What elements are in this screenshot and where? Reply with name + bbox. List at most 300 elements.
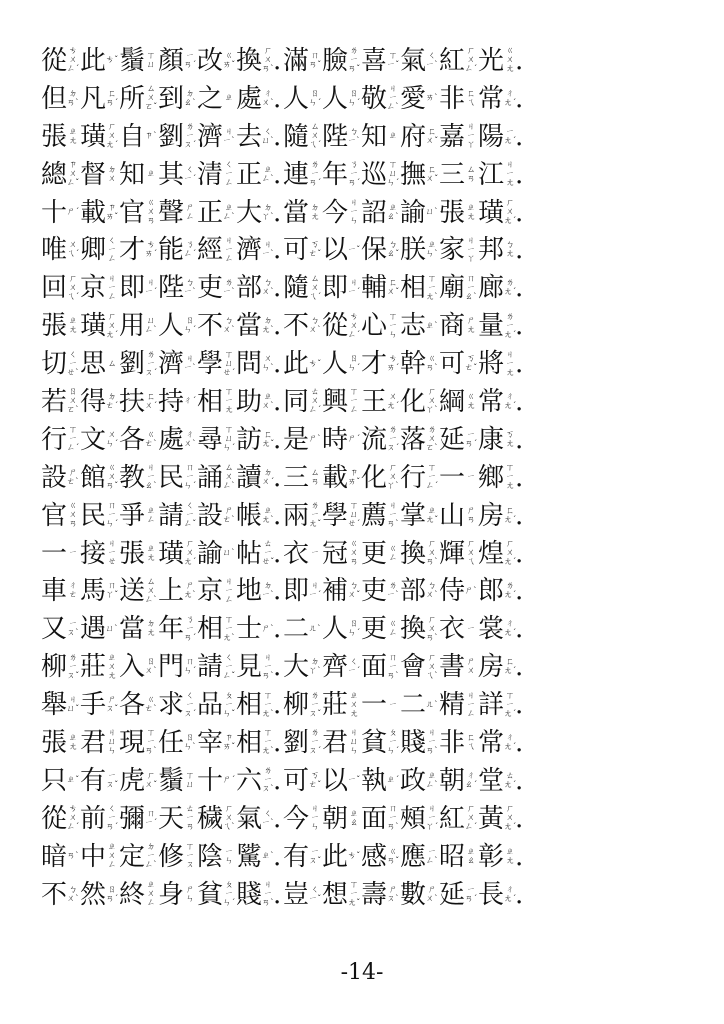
zhuyin-annotation: ㄐ ㄧˊ bbox=[347, 278, 361, 298]
hanzi-character: 大 bbox=[282, 652, 309, 683]
hanzi-character: 得 bbox=[79, 386, 106, 417]
verse-line bbox=[40, 838, 690, 876]
period-mark: . bbox=[515, 235, 524, 266]
period-mark: . bbox=[515, 424, 524, 455]
hanzi-character: 量 bbox=[477, 311, 504, 342]
hanzi-character: 從 bbox=[321, 311, 348, 342]
character-with-zhuyin bbox=[235, 501, 273, 531]
hanzi-character: 裳 bbox=[477, 614, 504, 645]
hanzi-character: 聲 bbox=[157, 197, 184, 228]
character-with-zhuyin bbox=[360, 46, 398, 76]
hanzi-character: 昭 bbox=[438, 841, 465, 872]
zhuyin-annotation: ㄖ ㄣˊ bbox=[347, 619, 361, 639]
hanzi-character: 面 bbox=[360, 652, 387, 683]
hanzi-character: 馬 bbox=[79, 576, 106, 607]
hanzi-character: 年 bbox=[157, 614, 184, 645]
character-with-zhuyin bbox=[196, 46, 234, 76]
zhuyin-annotation: ㄓ ㄨ ㄥ bbox=[107, 842, 117, 871]
zhuyin-annotation: ㄐ ㄧˋ bbox=[261, 240, 275, 260]
character-with-zhuyin bbox=[79, 842, 117, 872]
verse-line bbox=[40, 535, 690, 573]
zhuyin-annotation: ㄏ ㄨ ㄤˊ bbox=[105, 122, 119, 151]
zhuyin-annotation: ㄉ ㄚˋ bbox=[308, 657, 322, 677]
zhuyin-annotation: ㄩˋ bbox=[222, 548, 236, 559]
character-with-zhuyin bbox=[321, 84, 359, 114]
hanzi-character: 是 bbox=[282, 424, 309, 455]
character-with-zhuyin bbox=[477, 387, 515, 417]
character-with-zhuyin bbox=[196, 122, 234, 152]
hanzi-character: 換 bbox=[399, 614, 426, 645]
zhuyin-annotation: ㄌ ㄧ ㄡˇ bbox=[66, 652, 80, 681]
hanzi-character: 隨 bbox=[282, 121, 309, 152]
hanzi-character: 現 bbox=[118, 727, 145, 758]
zhuyin-annotation: ㄐ ㄧ ㄥ bbox=[107, 273, 117, 302]
verse-line bbox=[40, 686, 690, 724]
period-mark: . bbox=[273, 765, 282, 796]
zhuyin-annotation: ㄓˋ bbox=[425, 320, 439, 331]
period-mark: . bbox=[515, 841, 524, 872]
hanzi-character: 館 bbox=[79, 462, 106, 493]
character-with-zhuyin bbox=[235, 463, 273, 493]
hanzi-character: 訪 bbox=[235, 424, 262, 455]
zhuyin-annotation: ㄕ ㄨ bbox=[466, 657, 476, 677]
period-mark: . bbox=[273, 652, 282, 683]
character-with-zhuyin bbox=[438, 160, 476, 190]
hanzi-character: 帳 bbox=[235, 500, 262, 531]
zhuyin-annotation: ㄍ ㄨ ㄤ bbox=[505, 46, 515, 75]
character-with-zhuyin bbox=[235, 84, 273, 114]
zhuyin-annotation: ㄎ ㄜˇ bbox=[308, 240, 322, 260]
zhuyin-annotation: ㄙ ㄨ ㄟˊ bbox=[308, 122, 322, 151]
hanzi-character: 民 bbox=[79, 500, 106, 531]
character-with-zhuyin bbox=[399, 387, 437, 417]
hanzi-character: 督 bbox=[79, 159, 106, 190]
zhuyin-annotation: ㄅ ㄨˋ bbox=[261, 278, 275, 298]
character-with-zhuyin bbox=[360, 160, 398, 190]
hanzi-character: 又 bbox=[40, 614, 67, 645]
hanzi-character: 兩 bbox=[282, 500, 309, 531]
character-with-zhuyin bbox=[157, 198, 195, 228]
hanzi-character: 之 bbox=[196, 83, 223, 114]
zhuyin-annotation: ㄏ ㄨ ㄢˋ bbox=[261, 46, 275, 75]
hanzi-character: 去 bbox=[235, 121, 262, 152]
hanzi-character: 今 bbox=[321, 197, 348, 228]
character-with-zhuyin bbox=[360, 122, 398, 152]
hanzi-character: 然 bbox=[79, 879, 106, 910]
hanzi-character: 康 bbox=[477, 424, 504, 455]
character-with-zhuyin bbox=[118, 576, 156, 606]
zhuyin-annotation: ㄍ ㄨ ㄢˇ bbox=[105, 463, 119, 492]
zhuyin-annotation: ㄓ ㄨ ㄤ bbox=[349, 690, 359, 719]
zhuyin-annotation: ㄧ bbox=[388, 699, 398, 710]
character-with-zhuyin bbox=[399, 501, 437, 531]
zhuyin-annotation: ㄉ ㄢˋ bbox=[66, 88, 80, 108]
hanzi-character: 陽 bbox=[477, 121, 504, 152]
hanzi-character: 助 bbox=[235, 386, 262, 417]
character-with-zhuyin bbox=[282, 425, 320, 455]
character-with-zhuyin bbox=[79, 198, 117, 228]
zhuyin-annotation: ㄖ ㄣˊ bbox=[347, 88, 361, 108]
zhuyin-annotation: ㄒ ㄧ ㄤˋ bbox=[261, 728, 275, 757]
period-mark: . bbox=[273, 538, 282, 569]
hanzi-character: 冠 bbox=[321, 538, 348, 569]
zhuyin-annotation: ㄏ ㄨ ㄚˋ bbox=[386, 463, 400, 492]
character-with-zhuyin bbox=[282, 311, 320, 341]
zhuyin-annotation: ㄒ ㄧ ㄤˋ bbox=[425, 273, 439, 302]
period-mark: . bbox=[515, 159, 524, 190]
character-with-zhuyin bbox=[399, 614, 437, 644]
character-with-zhuyin bbox=[40, 122, 78, 152]
character-with-zhuyin bbox=[157, 311, 195, 341]
zhuyin-annotation: ㄒ ㄧ ㄥ bbox=[349, 387, 359, 416]
hanzi-character: 彌 bbox=[118, 803, 145, 834]
zhuyin-annotation: ㄓ ㄥˋ bbox=[222, 202, 236, 222]
hanzi-character: 定 bbox=[118, 841, 145, 872]
hanzi-character: 陛 bbox=[321, 121, 348, 152]
zhuyin-annotation: ㄘ ㄞˊ bbox=[386, 354, 400, 374]
period-mark: . bbox=[273, 576, 282, 607]
character-with-zhuyin bbox=[321, 311, 359, 341]
character-with-zhuyin bbox=[321, 160, 359, 190]
character-with-zhuyin bbox=[118, 84, 156, 114]
character-with-zhuyin bbox=[438, 311, 476, 341]
zhuyin-annotation: ㄐ ㄧˊ bbox=[144, 278, 158, 298]
period-mark: . bbox=[273, 690, 282, 721]
hanzi-character: 房 bbox=[477, 652, 504, 683]
character-with-zhuyin bbox=[282, 84, 320, 114]
character-with-zhuyin bbox=[321, 122, 359, 152]
character-with-zhuyin bbox=[477, 46, 515, 76]
hanzi-character: 宰 bbox=[196, 727, 223, 758]
hanzi-character: 愛 bbox=[399, 83, 426, 114]
character-with-zhuyin bbox=[40, 425, 78, 455]
character-with-zhuyin bbox=[360, 766, 398, 796]
character-with-zhuyin bbox=[118, 349, 156, 379]
hanzi-character: 諭 bbox=[399, 197, 426, 228]
character-with-zhuyin bbox=[399, 198, 437, 228]
zhuyin-annotation: ㄒ ㄧ ㄥˊ bbox=[425, 463, 439, 492]
hanzi-character: 知 bbox=[118, 159, 145, 190]
hanzi-character: 京 bbox=[79, 273, 106, 304]
hanzi-character: 常 bbox=[477, 83, 504, 114]
zhuyin-annotation: ㄌ ㄧˋ bbox=[386, 581, 400, 601]
zhuyin-annotation: ㄐ ㄧ ㄤ bbox=[505, 349, 515, 378]
zhuyin-annotation: ㄉ ㄤ bbox=[146, 619, 156, 639]
hanzi-character: 此 bbox=[79, 45, 106, 76]
character-with-zhuyin bbox=[79, 235, 117, 265]
character-with-zhuyin bbox=[477, 880, 515, 910]
hanzi-character: 才 bbox=[118, 235, 145, 266]
character-with-zhuyin bbox=[282, 46, 320, 76]
period-mark: . bbox=[273, 273, 282, 304]
zhuyin-annotation: ㄌ ㄧ ㄡˊ bbox=[308, 728, 322, 757]
zhuyin-annotation: ㄏ ㄨ ㄤˊ bbox=[105, 311, 119, 340]
zhuyin-annotation: ㄑ ㄧˋ bbox=[261, 808, 275, 828]
character-with-zhuyin bbox=[321, 614, 359, 644]
zhuyin-annotation: ㄐ ㄧ ㄥ bbox=[466, 690, 476, 719]
zhuyin-annotation: ㄐ ㄧ ㄚ bbox=[466, 122, 476, 151]
zhuyin-annotation: ㄓ ㄥˋ bbox=[425, 770, 439, 790]
hanzi-character: 房 bbox=[477, 500, 504, 531]
zhuyin-annotation: ㄏ ㄨ ㄢˋ bbox=[425, 539, 439, 568]
hanzi-character: 綱 bbox=[438, 386, 465, 417]
zhuyin-annotation: ㄕ ㄤ bbox=[466, 316, 476, 336]
zhuyin-annotation: ㄈ ㄤˇ bbox=[261, 429, 275, 449]
zhuyin-annotation: ㄔ ㄤˊ bbox=[503, 732, 517, 752]
hanzi-character: 賤 bbox=[399, 727, 426, 758]
character-with-zhuyin bbox=[438, 122, 476, 152]
zhuyin-annotation: ㄏ ㄨ ㄢˋ bbox=[425, 614, 439, 643]
period-mark: . bbox=[515, 652, 524, 683]
zhuyin-annotation: ㄘ ㄞˊ bbox=[144, 240, 158, 260]
zhuyin-annotation: ㄈ ㄨˇ bbox=[425, 164, 439, 184]
hanzi-character: 年 bbox=[321, 159, 348, 190]
zhuyin-annotation: ㄉ ㄧˋ bbox=[261, 581, 275, 601]
character-with-zhuyin bbox=[360, 387, 398, 417]
zhuyin-annotation: ㄘˇ bbox=[308, 358, 322, 369]
hanzi-character: 以 bbox=[321, 235, 348, 266]
period-mark: . bbox=[273, 121, 282, 152]
zhuyin-annotation: ㄙ ㄢ bbox=[310, 467, 320, 487]
zhuyin-annotation: ㄙ ㄨ ㄥˋ bbox=[144, 576, 158, 605]
hanzi-character: 連 bbox=[282, 159, 309, 190]
character-with-zhuyin bbox=[79, 425, 117, 455]
zhuyin-annotation: ㄕˊ bbox=[222, 775, 236, 786]
character-with-zhuyin bbox=[79, 880, 117, 910]
character-with-zhuyin bbox=[157, 690, 195, 720]
zhuyin-annotation: ㄐ ㄧ ㄢˋ bbox=[261, 880, 275, 909]
character-with-zhuyin bbox=[196, 804, 234, 834]
zhuyin-annotation: ㄖ ㄨˋ bbox=[144, 657, 158, 677]
hanzi-character: 清 bbox=[196, 159, 223, 190]
hanzi-character: 家 bbox=[438, 235, 465, 266]
character-with-zhuyin bbox=[79, 804, 117, 834]
character-with-zhuyin bbox=[196, 501, 234, 531]
character-with-zhuyin bbox=[196, 349, 234, 379]
hanzi-character: 詔 bbox=[360, 197, 387, 228]
character-with-zhuyin bbox=[118, 160, 156, 190]
zhuyin-annotation: ㄒ ㄧ ㄤ bbox=[224, 387, 234, 416]
character-with-zhuyin bbox=[157, 160, 195, 190]
zhuyin-annotation: ㄒ ㄧ ㄤˋ bbox=[261, 690, 275, 719]
character-with-zhuyin bbox=[321, 501, 359, 531]
zhuyin-annotation: ㄊ ㄨ ㄥˊ bbox=[308, 387, 322, 416]
zhuyin-annotation: ㄌ ㄧ ㄡˊ bbox=[183, 122, 197, 151]
verse-line bbox=[40, 572, 690, 610]
hanzi-character: 人 bbox=[282, 83, 309, 114]
character-with-zhuyin bbox=[157, 804, 195, 834]
zhuyin-annotation: ㄓ bbox=[224, 93, 234, 104]
hanzi-character: 爭 bbox=[118, 500, 145, 531]
hanzi-character: 時 bbox=[321, 424, 348, 455]
period-mark: . bbox=[273, 614, 282, 645]
character-with-zhuyin bbox=[118, 614, 156, 644]
character-with-zhuyin bbox=[321, 766, 359, 796]
character-with-zhuyin bbox=[40, 84, 78, 114]
hanzi-character: 思 bbox=[79, 349, 106, 380]
character-with-zhuyin bbox=[118, 235, 156, 265]
hanzi-character: 詳 bbox=[477, 690, 504, 721]
zhuyin-annotation: ㄒ ㄧ ㄤˇ bbox=[347, 880, 361, 909]
character-with-zhuyin bbox=[282, 122, 320, 152]
zhuyin-annotation: ㄉ ㄚˋ bbox=[261, 202, 275, 222]
hanzi-character: 壽 bbox=[360, 879, 387, 910]
hanzi-character: 郎 bbox=[477, 576, 504, 607]
character-with-zhuyin bbox=[157, 652, 195, 682]
hanzi-character: 朝 bbox=[438, 765, 465, 796]
zhuyin-annotation: ㄇ ㄧ ㄠˋ bbox=[464, 273, 478, 302]
zhuyin-annotation: ㄈ ㄟ bbox=[466, 732, 476, 752]
hanzi-character: 劉 bbox=[157, 121, 184, 152]
hanzi-character: 帖 bbox=[235, 538, 262, 569]
zhuyin-annotation: ㄎ ㄜˇ bbox=[464, 354, 478, 374]
hanzi-character: 幹 bbox=[399, 349, 426, 380]
character-with-zhuyin bbox=[79, 652, 117, 682]
character-with-zhuyin bbox=[399, 880, 437, 910]
zhuyin-annotation: ㄋ ㄥˊ bbox=[183, 240, 197, 260]
zhuyin-annotation: ㄙ ㄨ ㄥˋ bbox=[222, 463, 236, 492]
character-with-zhuyin bbox=[477, 273, 515, 303]
character-with-zhuyin bbox=[235, 311, 273, 341]
character-with-zhuyin bbox=[399, 425, 437, 455]
hanzi-character: 輔 bbox=[360, 273, 387, 304]
hanzi-character: 處 bbox=[235, 83, 262, 114]
character-with-zhuyin bbox=[40, 273, 78, 303]
character-with-zhuyin bbox=[157, 766, 195, 796]
hanzi-character: 人 bbox=[321, 83, 348, 114]
zhuyin-annotation: ㄘ ㄨ ㄥˊ bbox=[347, 311, 361, 340]
hanzi-character: 舉 bbox=[40, 690, 67, 721]
zhuyin-annotation: ㄏ ㄨ ㄥˊ bbox=[464, 46, 478, 75]
verse-line bbox=[40, 345, 690, 383]
zhuyin-annotation: ㄌ ㄧ ㄤˊ bbox=[503, 311, 517, 340]
character-with-zhuyin bbox=[438, 652, 476, 682]
hanzi-character: 正 bbox=[235, 159, 262, 190]
zhuyin-annotation: ㄖ ㄢˊ bbox=[105, 884, 119, 904]
zhuyin-annotation: ㄌ ㄨ ㄛˋ bbox=[425, 425, 439, 454]
zhuyin-annotation: ㄈ ㄤˊ bbox=[503, 657, 517, 677]
hanzi-character: 流 bbox=[360, 424, 387, 455]
hanzi-character: 黃 bbox=[477, 803, 504, 834]
hanzi-character: 才 bbox=[360, 349, 387, 380]
zhuyin-annotation: ㄍ ㄢˋ bbox=[425, 354, 439, 374]
character-with-zhuyin bbox=[321, 463, 359, 493]
hanzi-character: 換 bbox=[235, 45, 262, 76]
verse-line bbox=[40, 231, 690, 269]
hanzi-character: 有 bbox=[79, 765, 106, 796]
zhuyin-annotation: ㄒ ㄩ ㄣˊ bbox=[386, 160, 400, 189]
hanzi-character: 陛 bbox=[157, 273, 184, 304]
character-with-zhuyin bbox=[282, 804, 320, 834]
zhuyin-annotation: ㄇ ㄧ ㄣˊ bbox=[183, 463, 197, 492]
zhuyin-annotation: ㄐ ㄧˋ bbox=[183, 354, 197, 374]
character-with-zhuyin bbox=[79, 387, 117, 417]
character-with-zhuyin bbox=[438, 235, 476, 265]
hanzi-character: 請 bbox=[157, 500, 184, 531]
zhuyin-annotation: ㄍ ㄜˋ bbox=[144, 695, 158, 715]
hanzi-character: 相 bbox=[196, 614, 223, 645]
zhuyin-annotation: ㄞˋ bbox=[425, 93, 439, 104]
character-with-zhuyin bbox=[360, 804, 398, 834]
zhuyin-annotation: ㄏ ㄨ ㄤˊ bbox=[503, 804, 517, 833]
character-with-zhuyin bbox=[477, 728, 515, 758]
hanzi-character: 會 bbox=[399, 652, 426, 683]
hanzi-character: 知 bbox=[360, 121, 387, 152]
hanzi-character: 一 bbox=[438, 462, 465, 493]
zhuyin-annotation: ㄕˊ bbox=[66, 207, 80, 217]
zhuyin-annotation: ㄑ ㄧ ㄢˊ bbox=[105, 804, 119, 833]
zhuyin-annotation: ㄅ ㄨˋ bbox=[425, 581, 439, 601]
character-with-zhuyin bbox=[40, 46, 78, 76]
character-with-zhuyin bbox=[477, 766, 515, 796]
character-with-zhuyin bbox=[118, 728, 156, 758]
hanzi-character: 嘉 bbox=[438, 121, 465, 152]
hanzi-character: 用 bbox=[118, 311, 145, 342]
zhuyin-annotation: ㄙ ㄨ ㄛˇ bbox=[144, 84, 158, 113]
verse-line bbox=[40, 724, 690, 762]
zhuyin-annotation: ㄆ ㄧ ㄣˊ bbox=[386, 728, 400, 757]
character-with-zhuyin bbox=[360, 235, 398, 265]
zhuyin-annotation: ㄢˋ bbox=[66, 851, 80, 862]
zhuyin-annotation: ㄏ ㄨ ㄥˊ bbox=[464, 804, 478, 833]
hanzi-character: 但 bbox=[40, 83, 67, 114]
character-with-zhuyin bbox=[157, 614, 195, 644]
character-with-zhuyin bbox=[118, 387, 156, 417]
zhuyin-annotation: ㄑ ㄩˋ bbox=[261, 126, 275, 146]
hanzi-character: 任 bbox=[157, 727, 184, 758]
character-with-zhuyin bbox=[235, 614, 273, 644]
character-with-zhuyin bbox=[438, 84, 476, 114]
hanzi-character: 即 bbox=[118, 273, 145, 304]
hanzi-character: 將 bbox=[477, 349, 504, 380]
hanzi-character: 車 bbox=[40, 576, 67, 607]
character-with-zhuyin bbox=[399, 728, 437, 758]
character-with-zhuyin bbox=[360, 273, 398, 303]
hanzi-character: 薦 bbox=[360, 500, 387, 531]
verse-line bbox=[40, 762, 690, 800]
character-with-zhuyin bbox=[79, 84, 117, 114]
character-with-zhuyin bbox=[79, 766, 117, 796]
zhuyin-annotation: ㄅ ㄤ bbox=[505, 240, 515, 260]
character-with-zhuyin bbox=[321, 842, 359, 872]
hanzi-character: 延 bbox=[438, 879, 465, 910]
character-with-zhuyin bbox=[79, 576, 117, 606]
character-with-zhuyin bbox=[282, 160, 320, 190]
hanzi-character: 若 bbox=[40, 386, 67, 417]
hanzi-character: 手 bbox=[79, 690, 106, 721]
zhuyin-annotation: ㄐ ㄩˇ bbox=[66, 695, 80, 715]
zhuyin-annotation: ㄓ ㄤ bbox=[505, 846, 515, 866]
character-with-zhuyin bbox=[196, 728, 234, 758]
character-with-zhuyin bbox=[196, 425, 234, 455]
period-mark: . bbox=[273, 197, 282, 228]
hanzi-character: 璜 bbox=[79, 311, 106, 342]
period-mark: . bbox=[273, 841, 282, 872]
zhuyin-annotation: ㄉ ㄠˋ bbox=[183, 88, 197, 108]
zhuyin-annotation: ㄈ ㄨˇ bbox=[425, 126, 439, 146]
zhuyin-annotation: ㄨ ㄣˋ bbox=[261, 354, 275, 374]
character-with-zhuyin bbox=[360, 311, 398, 341]
zhuyin-annotation: ㄔ ㄨˋ bbox=[261, 88, 275, 108]
hanzi-character: 三 bbox=[438, 159, 465, 190]
zhuyin-annotation: ㄓ ㄤ bbox=[68, 126, 78, 146]
hanzi-character: 張 bbox=[40, 121, 67, 152]
zhuyin-annotation: ㄖ ㄣˊ bbox=[347, 354, 361, 374]
hanzi-character: 到 bbox=[157, 83, 184, 114]
zhuyin-annotation: ㄑ ㄧ ㄥˇ bbox=[222, 652, 236, 681]
zhuyin-annotation: ㄇ ㄧ ㄣˊ bbox=[105, 501, 119, 530]
hanzi-character: 民 bbox=[157, 462, 184, 493]
